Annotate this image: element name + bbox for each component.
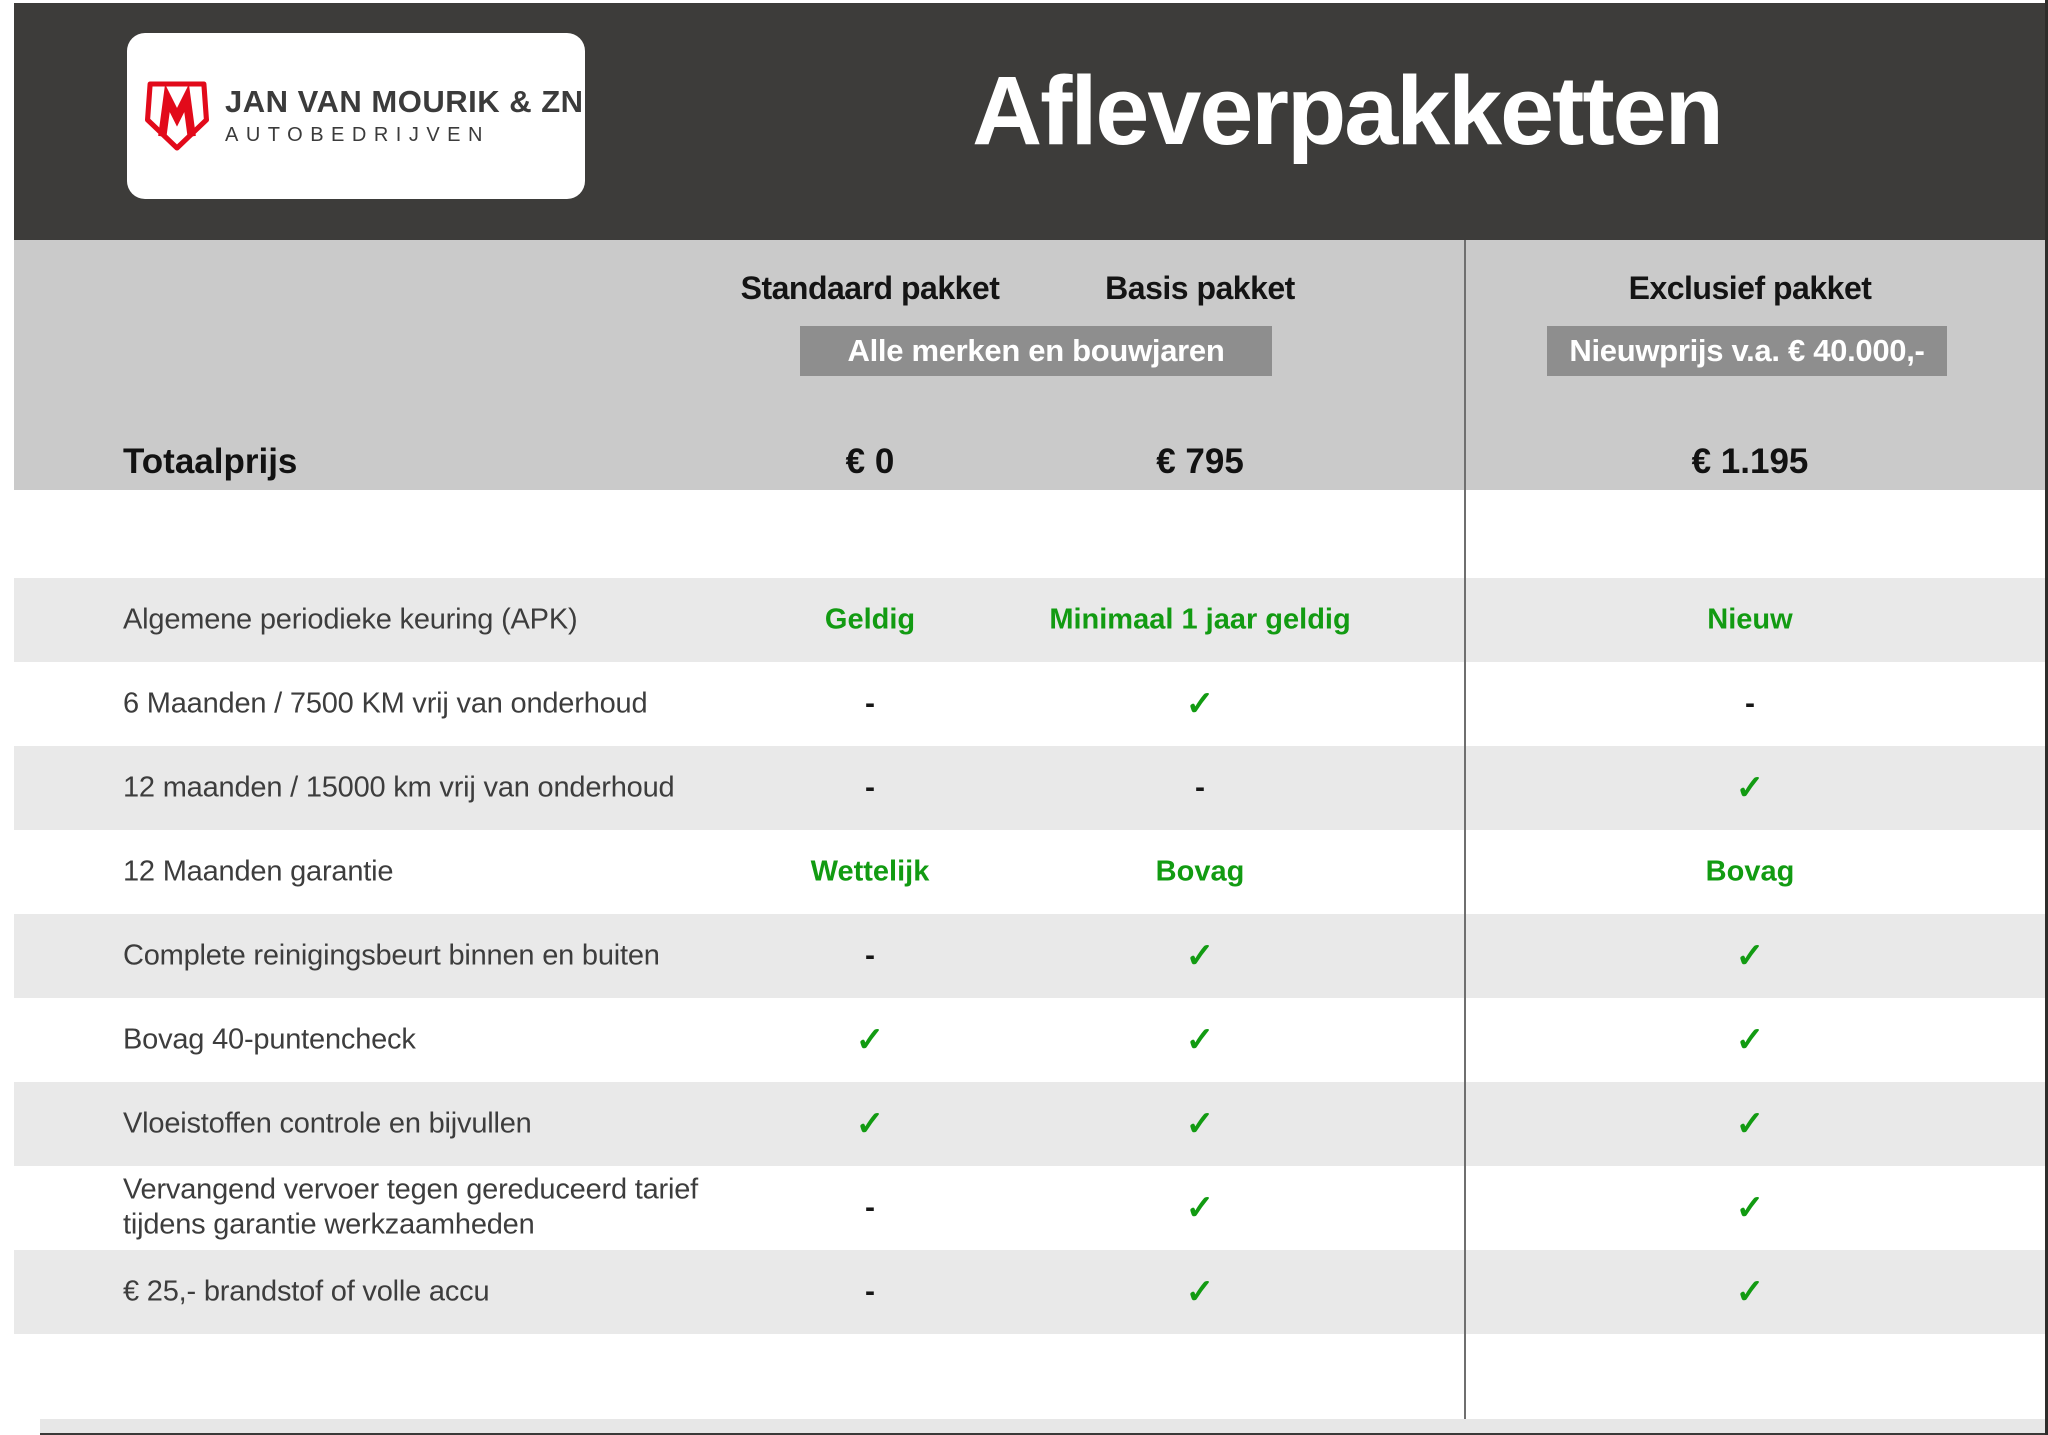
check-icon: ✓ [1185, 937, 1215, 975]
feature-table [14, 578, 2045, 1334]
pricing-header-band [14, 240, 2045, 490]
column-header-basis: Basis pakket [1105, 270, 1295, 306]
table-row [14, 1166, 2045, 1250]
exclusief-column-divider [1464, 240, 1466, 1419]
bottom-bar [40, 1419, 2048, 1433]
total-price-label: Totaalprijs [123, 442, 298, 481]
cell-exclusief: Nieuw [1707, 603, 1793, 636]
cell-exclusief: Bovag [1705, 855, 1795, 888]
column-header-standaard: Standaard pakket [740, 270, 1000, 306]
column-header-exclusief: Exclusief pakket [1628, 270, 1872, 306]
feature-label: Vervangend vervoer tegen gereduceerd tarief tijdens garantie werkzaamheden [123, 1173, 699, 1241]
table-row [14, 578, 2045, 662]
feature-label: 6 Maanden / 7500 KM vrij van onderhoud [123, 687, 648, 720]
badge-all-brands: Alle merken en bouwjaren [800, 326, 1272, 376]
check-icon: ✓ [855, 1021, 885, 1059]
table-row [14, 1250, 2045, 1334]
check-icon: ✓ [1185, 685, 1215, 723]
cell-standaard: - [865, 771, 875, 804]
brand-logo-card [127, 33, 585, 199]
check-icon: ✓ [1185, 1273, 1215, 1311]
cell-standaard: - [865, 687, 875, 720]
check-icon: ✓ [1185, 1021, 1215, 1059]
cell-standaard: - [865, 939, 875, 972]
table-row [14, 1082, 2045, 1166]
feature-label: Vloeistoffen controle en bijvullen [123, 1107, 532, 1140]
table-row [14, 662, 2045, 746]
feature-label: Complete reinigingsbeurt binnen en buiten [123, 939, 660, 972]
feature-label: 12 Maanden garantie [123, 855, 394, 888]
total-price-standaard: € 0 [845, 442, 895, 481]
brand-text [225, 86, 584, 146]
brand-shield-icon [145, 79, 209, 153]
feature-label: Bovag 40-puntencheck [123, 1023, 416, 1056]
cell-basis: Bovag [1155, 855, 1245, 888]
feature-label: 12 maanden / 15000 km vrij van onderhoud [123, 771, 675, 804]
table-row [14, 998, 2045, 1082]
check-icon: ✓ [1735, 1273, 1765, 1311]
check-icon: ✓ [1735, 1021, 1765, 1059]
check-icon: ✓ [1185, 1105, 1215, 1143]
cell-standaard: Wettelijk [810, 855, 930, 888]
check-icon: ✓ [1735, 1105, 1765, 1143]
page-title: Afleverpakketten [972, 56, 1722, 165]
page-header [14, 3, 2045, 240]
cell-basis: - [1195, 771, 1205, 804]
table-row [14, 746, 2045, 830]
check-icon: ✓ [1735, 769, 1765, 807]
check-icon: ✓ [1735, 937, 1765, 975]
total-price-basis: € 795 [1156, 442, 1244, 481]
feature-label: € 25,- brandstof of volle accu [123, 1275, 490, 1308]
check-icon: ✓ [855, 1105, 885, 1143]
cell-standaard: - [865, 1275, 875, 1308]
check-icon: ✓ [1185, 1189, 1215, 1227]
badge-new-price: Nieuwprijs v.a. € 40.000,- [1547, 326, 1947, 376]
cell-exclusief: - [1745, 687, 1755, 720]
brand-subtitle: AUTOBEDRIJVEN [225, 123, 490, 146]
cell-standaard: - [865, 1191, 875, 1224]
feature-label: Algemene periodieke keuring (APK) [123, 603, 578, 636]
total-price-exclusief: € 1.195 [1691, 442, 1809, 481]
table-row [14, 914, 2045, 998]
brand-name: JAN VAN MOURIK & ZN [225, 84, 584, 120]
check-icon: ✓ [1735, 1189, 1765, 1227]
cell-basis: Minimaal 1 jaar geldig [1049, 603, 1351, 636]
cell-standaard: Geldig [824, 603, 916, 636]
table-row [14, 830, 2045, 914]
